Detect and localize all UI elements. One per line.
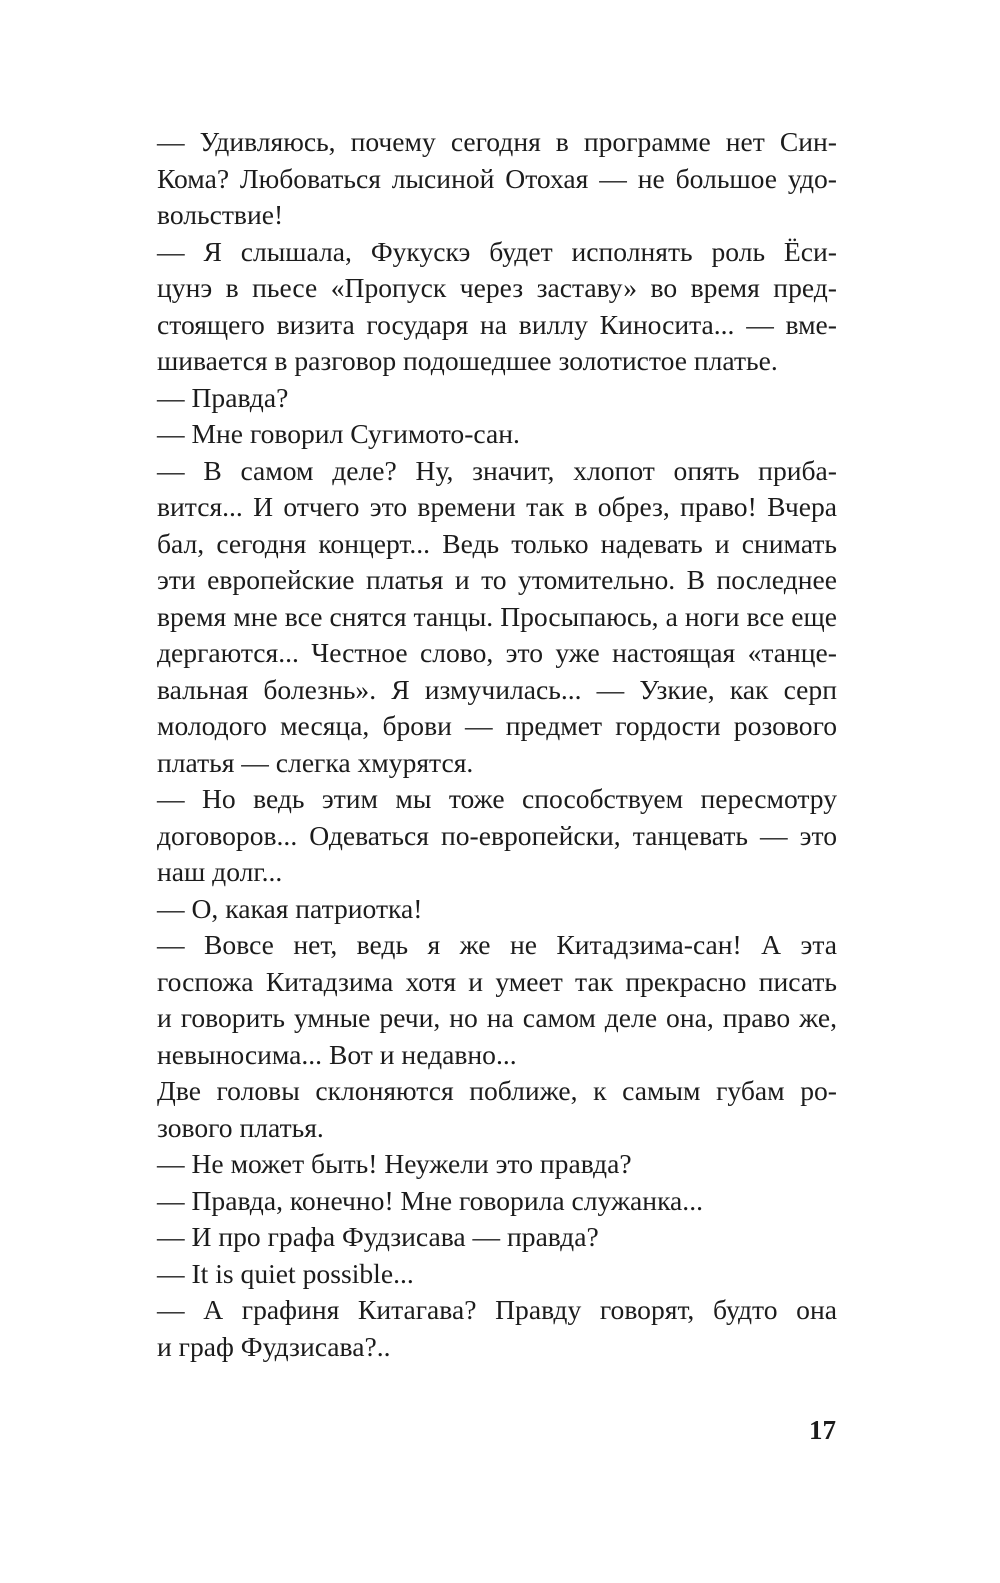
text-line: — Правда, конечно! Мне говорила служанка... <box>157 1184 703 1216</box>
text-line: стоящего визита государя на виллу Киносита... — вме- <box>157 308 837 340</box>
text-line: молодого месяца, брови — предмет гордости розового <box>157 710 837 741</box>
text-line: бал, сегодня концерт... Ведь только надевать и снимать <box>157 527 837 559</box>
text-line: платья — слегка хмурятся. <box>157 746 474 778</box>
text-line: — О, какая патриотка! <box>157 892 423 924</box>
text-line: госпожа Китадзима хотя и умеет так прекрасно писать <box>157 965 837 997</box>
text-line: шивается в разговор подошедшее золотистое платье. <box>157 345 778 376</box>
text-line: — А графиня Китагава? Правду говорят, будто она <box>157 1294 837 1325</box>
text-line: дергаются... Честное слово, это уже настоящая «танце- <box>157 637 837 668</box>
page-number: 17 <box>809 1415 836 1445</box>
text-line: — Удивляюсь, почему сегодня в программе нет Син- <box>157 126 837 157</box>
text-line: и граф Фудзисава?.. <box>157 1330 391 1362</box>
text-line: — В самом деле? Ну, значит, хлопот опять приба- <box>157 454 837 486</box>
text-line: — Не может быть! Неужели это правда? <box>157 1148 632 1179</box>
text-line: эти европейские платья и то утомительно. В последнее <box>157 564 837 595</box>
text-line: вольствие! <box>157 199 284 230</box>
text-line: вальная болезнь». Я измучилась... — Узкие, как серп <box>157 673 837 705</box>
text-line: — Но ведь этим мы тоже способствуем пересмотру <box>157 783 837 814</box>
text-line: невыносима... Вот и недавно... <box>157 1038 517 1070</box>
text-line: Две головы склоняются поближе, к самым губам ро- <box>157 1075 837 1106</box>
text-line: вится... И отчего это времени так в обрез, право! Вчера <box>157 491 837 522</box>
text-line: договоров... Одеваться по-европейски, танцевать — это <box>157 819 837 851</box>
text-line: — It is quiet possible... <box>157 1257 414 1289</box>
text-line: зового платья. <box>157 1111 324 1143</box>
text-line: время мне все снятся танцы. Просыпаюсь, а ноги все еще <box>157 600 837 632</box>
text-line: — Вовсе нет, ведь я же не Китадзима-сан! А эта <box>157 929 837 960</box>
text-line: — Я слышала, Фукускэ будет исполнять роль Ёси- <box>157 235 837 267</box>
text-line: — И про графа Фудзисава — правда? <box>157 1221 599 1252</box>
body-text <box>157 124 837 1365</box>
text-line: цунэ в пьесе «Пропуск через заставу» во время пред- <box>157 272 837 303</box>
text-line: наш долг... <box>157 856 283 887</box>
text-line: и говорить умные речи, но на самом деле она, право же, <box>157 1002 837 1033</box>
text-line: — Мне говорил Сугимото-сан. <box>157 418 520 449</box>
text-line: Кома? Любоваться лысиной Отохая — не большое удо- <box>157 162 837 194</box>
text-line: — Правда? <box>157 381 289 413</box>
